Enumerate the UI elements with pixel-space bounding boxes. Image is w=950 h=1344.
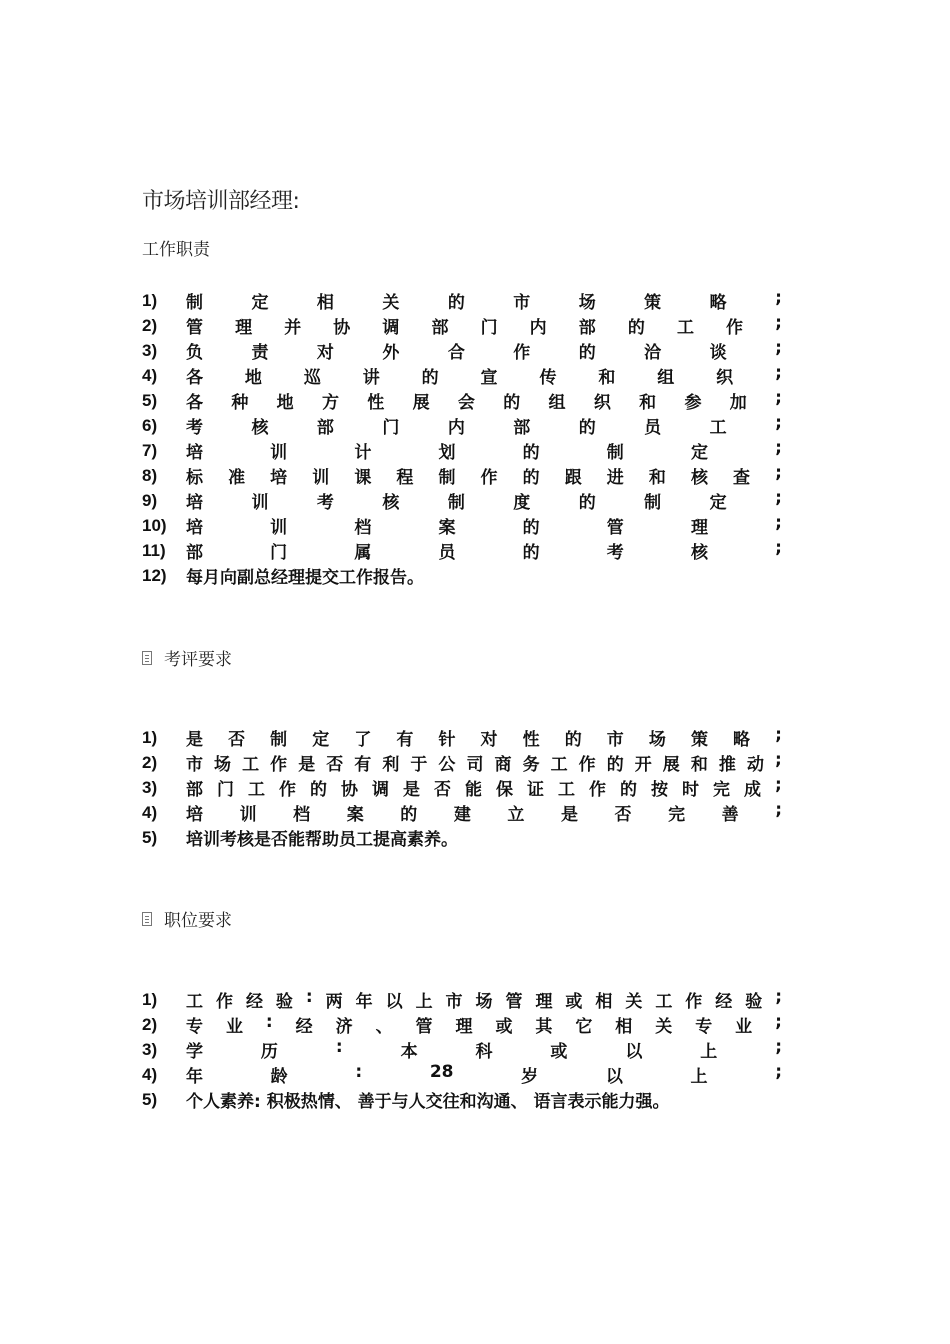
list-item [142,750,782,775]
list-item-text: 培训考核是否能帮助员工提高素养。 [186,830,458,850]
list-item-text: 各 地 巡 讲 的 宣 传 和 组 织 ; [186,363,782,388]
list-item [142,1037,782,1062]
list-item-number: 2) [142,315,158,335]
list-item-text: 是 否 制 定 了 有 针 对 性 的 市 场 策 略 ; [186,725,782,750]
list-item-number: 4) [142,1064,158,1084]
list-item-number: 1) [142,989,158,1009]
list-item [142,987,782,1012]
list-item-text: 培 训 考 核 制 度 的 制 定 ; [186,488,782,513]
list-item [142,288,782,313]
list-item-text: 年 龄 : 28 岁 以 上 ; [186,1062,782,1087]
list-item-text: 工 作 经 验 : 两 年 以 上 市 场 管 理 或 相 关 工 作 经 验 ; [186,987,782,1012]
list-item-text: 培 训 计 划 的 制 定 ; [186,438,782,463]
duties-list [142,288,782,588]
list-item-number: 6) [142,415,158,435]
list-item-number: 8) [142,465,158,485]
list-item-number: 1) [142,290,158,310]
list-item-number: 5) [142,1089,158,1109]
list-item [142,1087,782,1112]
list-item-number: 3) [142,1039,158,1059]
list-item-number: 4) [142,802,158,822]
list-item [142,800,782,825]
list-item-text: 制 定 相 关 的 市 场 策 略 ; [186,288,782,313]
list-item [142,363,782,388]
list-item-number: 10) [142,515,167,535]
list-item-number: 5) [142,390,158,410]
list-item-number: 4) [142,365,158,385]
list-item [142,538,782,563]
list-item-text: 培 训 档 案 的 建 立 是 否 完 善 ; [186,800,782,825]
list-item [142,438,782,463]
list-item-text: 部 门 属 员 的 考 核 ; [186,538,782,563]
list-item-number: 3) [142,340,158,360]
list-item-number: 12) [142,565,167,585]
list-item [142,1062,782,1087]
list-item [142,388,782,413]
requirements-list [142,987,782,1112]
list-item-text: 标 准 培 训 课 程 制 作 的 跟 进 和 核 查 ; [186,463,782,488]
list-item [142,825,782,850]
list-item-number: 5) [142,827,158,847]
list-item-text: 个人素养: 积极热情、 善于与人交往和沟通、 语言表示能力强。 [186,1092,670,1112]
list-item-text: 每月向副总经理提交工作报告。 [186,568,424,588]
list-item-text: 考 核 部 门 内 部 的 员 工 ; [186,413,782,438]
list-item [142,488,782,513]
list-item-number: 7) [142,440,158,460]
list-item-text: 各 种 地 方 性 展 会 的 组 织 和 参 加 ; [186,388,782,413]
evaluation-heading-label: 考评要求 [164,650,232,670]
list-item [142,513,782,538]
list-item-text: 部 门 工 作 的 协 调 是 否 能 保 证 工 作 的 按 时 完 成 ; [186,775,782,800]
document-icon [142,651,152,665]
list-item-text: 市 场 工 作 是 否 有 利 于 公 司 商 务 工 作 的 开 展 和 推 动 ; [186,750,782,775]
requirements-heading-label: 职位要求 [164,911,232,931]
list-item-text: 管 理 并 协 调 部 门 内 部 的 工 作 ; [186,313,782,338]
list-item [142,463,782,488]
evaluation-list [142,725,782,850]
list-item [142,1012,782,1037]
evaluation-heading [142,645,232,670]
requirements-heading [142,906,232,931]
list-item [142,725,782,750]
list-item [142,313,782,338]
list-item-number: 2) [142,752,158,772]
list-item-text: 培 训 档 案 的 管 理 ; [186,513,782,538]
list-item-number: 1) [142,727,158,747]
list-item-number: 3) [142,777,158,797]
duties-heading: 工作职责 [142,240,210,260]
document-icon [142,912,152,926]
list-item-number: 2) [142,1014,158,1034]
list-item [142,413,782,438]
list-item [142,563,782,588]
list-item [142,775,782,800]
list-item-text: 专 业 : 经 济 、 管 理 或 其 它 相 关 专 业 ; [186,1012,782,1037]
page-title: 市场培训部经理: [142,189,300,214]
list-item [142,338,782,363]
list-item-text: 学 历 : 本 科 或 以 上 ; [186,1037,782,1062]
list-item-text: 负 责 对 外 合 作 的 洽 谈 ; [186,338,782,363]
list-item-number: 9) [142,490,158,510]
list-item-number: 11) [142,540,166,560]
